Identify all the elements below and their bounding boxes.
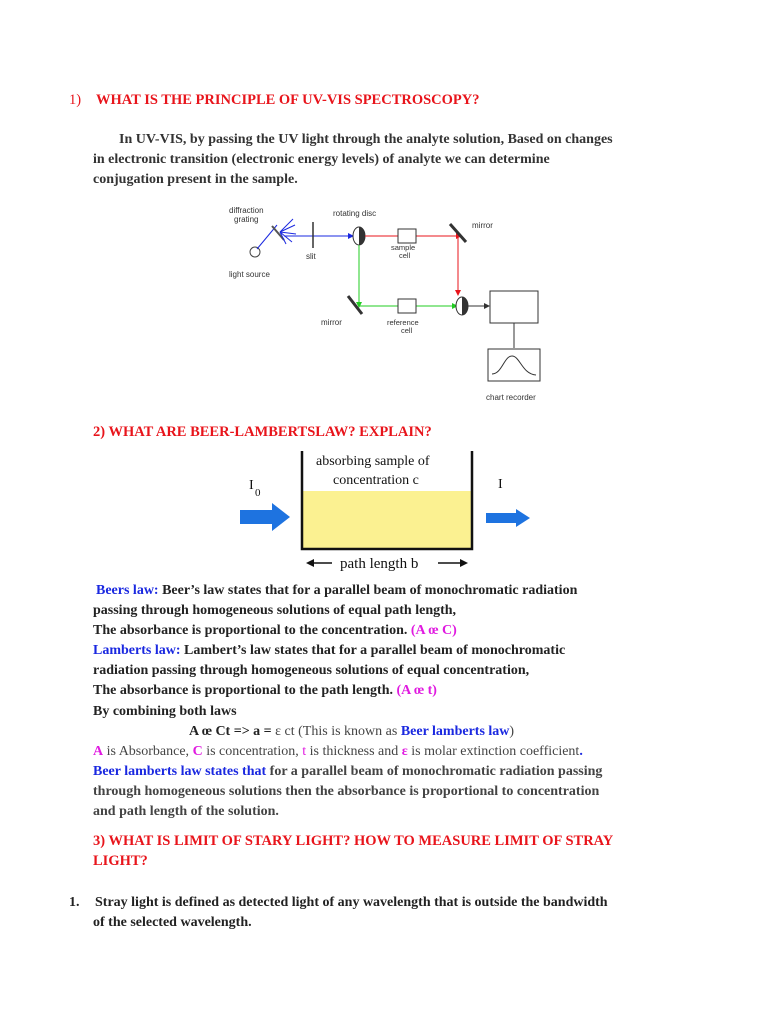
symbol-a-text: is Absorbance, bbox=[103, 744, 193, 759]
path-arrow-left bbox=[306, 559, 314, 567]
light-source-bulb bbox=[250, 247, 260, 257]
intro-line-2: in electronic transition (electronic energy levels) of analyte we can determine bbox=[93, 152, 550, 167]
incident-intensity-label: I bbox=[249, 478, 254, 493]
spectrophotometer-diagram bbox=[220, 198, 550, 406]
beers-law-text-1: Beer’s law states that for a parallel beam of monochromatic radiation bbox=[158, 583, 578, 598]
symbol-epsilon: ε bbox=[401, 744, 408, 759]
symbol-a: A bbox=[93, 744, 104, 759]
stray-number: 1. bbox=[69, 895, 80, 910]
lamberts-law-formula: (A œ t) bbox=[396, 683, 437, 698]
beer-lambert-line-2: through homogeneous solutions then the absorbance is proportional to concentration bbox=[93, 784, 600, 799]
lamberts-law-line-2: radiation passing through homogeneous solutions of equal concentration, bbox=[93, 663, 530, 678]
transmitted-arrow bbox=[486, 509, 530, 527]
combined-law-name: Beer lamberts law bbox=[400, 724, 510, 739]
q1-number: 1) bbox=[69, 92, 82, 108]
combined-formula-start: A œ Ct => a = bbox=[189, 724, 276, 739]
beers-law-text-3: The absorbance is proportional to the concentration. bbox=[93, 623, 408, 638]
symbol-epsilon-text: is molar extinction coefficient bbox=[407, 744, 580, 759]
combining-label: By combining both laws bbox=[93, 704, 237, 719]
mirror-top-label: mirror bbox=[472, 221, 493, 230]
sample-label: sample bbox=[391, 243, 416, 252]
path-arrow-right bbox=[460, 559, 468, 567]
beers-law-formula: (A œ C) bbox=[407, 623, 457, 638]
diagram-caption-line1: absorbing sample of bbox=[316, 454, 430, 469]
diffraction-grating bbox=[272, 219, 296, 244]
incident-intensity-subscript: 0 bbox=[255, 487, 261, 499]
q3-title-line-1: 3) WHAT IS LIMIT OF STARY LIGHT? HOW TO MEASURE LIMIT OF STRAY bbox=[93, 833, 614, 849]
beers-law-line-2: passing through homogeneous solutions of equal path length, bbox=[93, 603, 457, 618]
stray-line-1: Stray light is defined as detected light of any wavelength that is outside the bandwidth bbox=[95, 895, 608, 910]
diffraction-label: diffraction bbox=[229, 206, 264, 215]
sample-cell-label: cell bbox=[399, 251, 411, 260]
diagram-caption-line2: concentration c bbox=[333, 473, 419, 488]
chart-recorder bbox=[488, 349, 540, 381]
combined-formula-close: ) bbox=[509, 724, 515, 739]
legend-period: . bbox=[579, 744, 583, 759]
symbol-legend bbox=[93, 742, 583, 762]
q2-title: 2) WHAT ARE BEER-LAMBERTSLAW? EXPLAIN? bbox=[93, 424, 432, 440]
path-length-label: path length b bbox=[340, 556, 419, 572]
beers-law-line-3 bbox=[93, 621, 457, 641]
grating-label: grating bbox=[234, 215, 259, 224]
mirror-bottom-label: mirror bbox=[321, 318, 342, 327]
beer-lambert-line-3: and path length of the solution. bbox=[93, 804, 279, 819]
beers-law-line-1 bbox=[96, 581, 577, 601]
symbol-t: t bbox=[302, 744, 307, 759]
beer-lambert-diagram bbox=[232, 446, 542, 576]
reference-cell bbox=[398, 299, 416, 313]
rotating-disc-label: rotating disc bbox=[333, 209, 377, 218]
q3-title-line-2: LIGHT? bbox=[93, 853, 148, 869]
beer-lambert-text-1: for a parallel beam of monochromatic radiation passing bbox=[266, 764, 603, 779]
beer-lambert-line-1 bbox=[93, 762, 602, 782]
symbol-c-text: is concentration, bbox=[202, 744, 303, 759]
intro-line-3: conjugation present in the sample. bbox=[93, 172, 298, 187]
sample-cell bbox=[398, 229, 416, 243]
reference-label: reference bbox=[387, 318, 419, 327]
chart-recorder-label: chart recorder bbox=[486, 393, 536, 402]
lamberts-law-label: Lamberts law: bbox=[93, 643, 181, 658]
second-disc bbox=[456, 297, 468, 315]
q1-title: WHAT IS THE PRINCIPLE OF UV-VIS SPECTROSCOPY? bbox=[96, 92, 480, 108]
combined-formula-text: ε ct (This is known as bbox=[275, 724, 401, 739]
beers-law-label: Beers law: bbox=[96, 583, 159, 598]
beer-lambert-label: Beer lamberts law states that bbox=[93, 764, 267, 779]
intro-line-1: In UV-VIS, by passing the UV light through the analyte solution, Based on changes bbox=[119, 132, 613, 147]
incident-arrow bbox=[240, 503, 290, 531]
sample-solution bbox=[302, 491, 472, 549]
stray-line-2: of the selected wavelength. bbox=[93, 915, 252, 930]
lamberts-law-text-3: The absorbance is proportional to the path length. bbox=[93, 683, 397, 698]
symbol-c: C bbox=[192, 744, 203, 759]
combined-formula bbox=[189, 722, 514, 742]
symbol-t-text: is thickness and bbox=[306, 744, 402, 759]
lamberts-law-line-1 bbox=[93, 641, 565, 661]
transmitted-intensity-label: I bbox=[498, 477, 503, 492]
rotating-disc bbox=[353, 227, 365, 245]
light-source-label: light source bbox=[229, 270, 270, 279]
slit-label: slit bbox=[306, 252, 316, 261]
reference-cell-label: cell bbox=[401, 326, 413, 335]
detector-box bbox=[490, 291, 538, 323]
lamberts-law-line-3 bbox=[93, 681, 437, 701]
lamberts-law-text-1: Lambert’s law states that for a parallel beam of monochromatic bbox=[180, 643, 566, 658]
